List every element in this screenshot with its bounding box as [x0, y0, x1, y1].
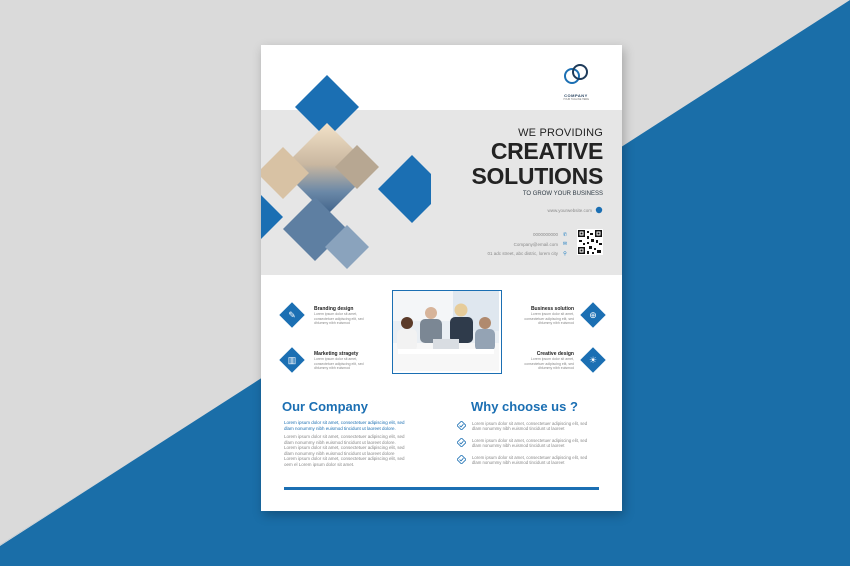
why-choose-title: Why choose us ?: [471, 399, 578, 414]
footer-bar: [284, 487, 599, 490]
mail-icon: ✉: [562, 241, 568, 248]
our-company-body: Lorem ipsum dolor sit amet, consectetuer adipiscing elit, sed dlam nonummy nibh euismod tincidunt ut laoreet dolore. Lorem ipsum dolor sit amet, consectetuer adipiscing elit, sed dlam nonummy nibh euismod tincidunt ut laoreet dolore Lorem ipsum dolor sit amet, consectetuer adipiscing elit, sed oem el Lorem ipsum dolor sit amet.: [284, 434, 405, 467]
phone-icon: ✆: [562, 231, 568, 238]
service-branding: Branding design Lorem ipsum dolor sit amet, consectetuer adipiscing elit, sed dhlummy nibh euismod: [314, 306, 364, 325]
service-business: Business solution Lorem ipsum dolor sit amet, consectetuer adipiscing elit, sed dhlummy nibh euismod: [524, 306, 574, 325]
meeting-illustration: [393, 291, 499, 371]
headline-line1: WE PROVIDING: [518, 127, 603, 139]
diamond-mosaic: [261, 75, 431, 275]
blue-diamond-left: [261, 195, 283, 239]
service-icon-branding: [279, 302, 304, 327]
headline-line2: CREATIVE: [490, 138, 603, 164]
service-icon-marketing: [279, 347, 304, 372]
headline-line3: SOLUTIONS: [471, 163, 603, 189]
service-icon-creative: [580, 347, 605, 372]
check-diamond-icon: [457, 455, 466, 464]
blue-diamond-right: [378, 155, 431, 223]
why-item-2: Lorem ipsum dolor sit amet, consectetuer adipiscing elit, sed dlam nonummy nibh euismod tincidunt ut laoreet: [457, 438, 592, 449]
check-diamond-icon: [457, 438, 466, 447]
service-icon-business: [580, 302, 605, 327]
check-diamond-icon: [457, 421, 466, 430]
chart-icon: ▥: [287, 354, 297, 365]
qr-code: [577, 229, 603, 255]
company-tagline: YOUR TAGLINE HERE: [562, 98, 590, 101]
pen-icon: ✎: [288, 309, 296, 320]
why-item-1: Lorem ipsum dolor sit amet, consectetuer adipiscing elit, sed dlam nonummy nibh euismod tincidunt ut laoreet: [457, 421, 592, 432]
why-item-3: Lorem ipsum dolor sit amet, consectetuer adipiscing elit, sed dlam nonummy nibh euismod tincidunt ut laoreet: [457, 455, 592, 466]
service-marketing: Marketing stragety Lorem ipsum dolor sit amet, consectetuer adipiscing elit, sed dhlummy nibh euismod: [314, 351, 364, 370]
headline: [472, 127, 603, 197]
headline-subtitle: TO GROW YOUR BUSINESS: [522, 191, 603, 197]
website: [547, 206, 603, 214]
logo-mark-icon: [561, 63, 591, 87]
contact-address: 01 adc street, abc distric, lorem city ⚲: [487, 250, 567, 257]
contact-phone: 0000000000 ✆: [532, 231, 568, 238]
service-creative: Creative design Lorem ipsum dolor sit amet, consectetuer adipiscing elit, sed dhlummy nibh euismod: [524, 351, 574, 370]
our-company-title: Our Company: [282, 399, 368, 414]
bulb-icon: ☀: [588, 354, 598, 365]
contact-list: [487, 230, 568, 259]
our-company-intro: Lorem ipsum dolor sit amet, consectetuer adipiscing elit, sed dlam nonummy nibh euismod tincidunt ut laoreet dolore.: [284, 420, 405, 431]
company-name: COMPANY: [564, 93, 588, 98]
flyer: [261, 45, 622, 511]
globe-icon: ⊕: [589, 309, 597, 320]
logo-small-icon: [595, 206, 603, 214]
team-meeting-photo: [392, 290, 502, 374]
company-logo: [559, 63, 593, 101]
location-icon: ⚲: [563, 250, 567, 257]
website-text: www.yourwebsite.com: [547, 207, 592, 213]
contact-email: Company@email.com ✉: [513, 241, 568, 248]
